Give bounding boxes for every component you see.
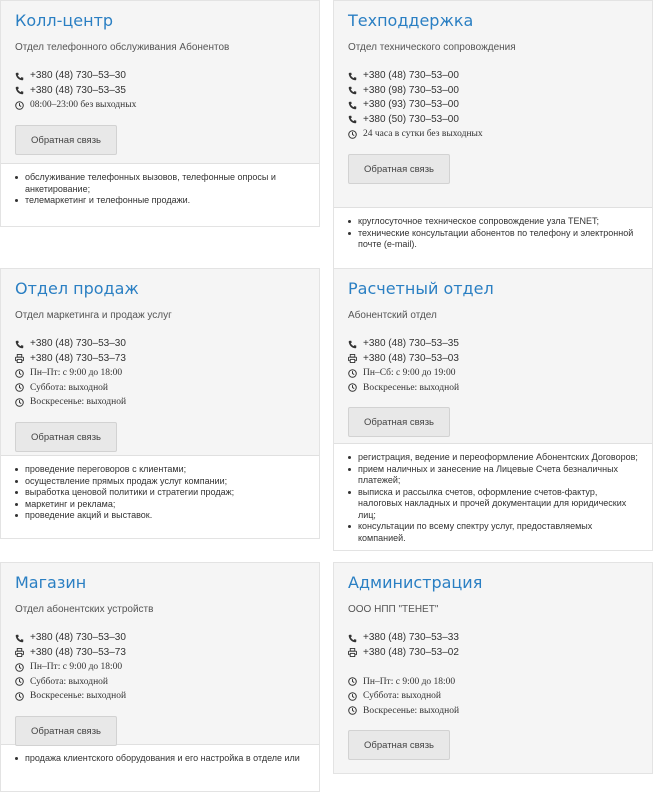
list-item: регистрация, ведение и переоформление Абонентских Договоров; [346,452,640,464]
contact-lines [348,337,638,395]
line-text: +380 (48) 730–53–33 [363,632,459,643]
list-item: осуществление прямых продаж услуг компании; [13,476,307,488]
line-text: +380 (48) 730–53–03 [363,352,459,364]
clock-icon [348,369,357,378]
phone-line[interactable] [15,69,305,84]
feedback-button[interactable]: Обратная связь [15,716,117,746]
duties-list [1,455,319,538]
contact-lines [15,631,305,704]
phone-icon [15,634,24,643]
phone-icon [348,340,357,349]
hours-line [15,675,305,690]
hours-line [15,381,305,396]
fax-icon [348,354,357,363]
feedback-button[interactable]: Обратная связь [348,730,450,760]
fax-icon [348,648,357,657]
blank-line [348,660,638,675]
list-item: проведение акций и выставок. [13,510,307,522]
line-text: Суббота: выходной [30,382,108,393]
list-item: проведение переговоров с клиентами; [13,464,307,476]
phone-line[interactable] [15,84,305,99]
card-subtitle: Абонентский отдел [348,310,437,321]
phone-icon [348,115,357,124]
card-subtitle: ООО НПП "ТЕНЕТ" [348,604,439,615]
clock-icon [15,663,24,672]
feedback-button[interactable]: Обратная связь [15,422,117,452]
card-call-center [0,0,320,227]
hours-line [15,689,305,704]
fax-line[interactable] [348,352,638,367]
list-item: консультации по всему спектру услуг, предоставляемых компанией. [346,521,640,544]
line-text: +380 (48) 730–53–30 [30,632,126,643]
line-text: +380 (48) 730–53–00 [363,70,459,81]
line-text: +380 (48) 730–53–73 [30,352,126,364]
hours-line [15,98,305,113]
card-header [1,563,319,744]
phone-icon [15,86,24,95]
clock-icon [15,101,24,110]
list-item: выписка и рассылка счетов, оформление счетов-фактур, налоговых накладных и прочей документации для юридических лиц; [346,487,640,522]
card-title: Отдел продаж [15,279,139,298]
clock-icon [348,706,357,715]
line-text: +380 (48) 730–53–73 [30,646,126,658]
card-subtitle: Отдел маркетинга и продаж услуг [15,310,172,321]
card-title: Магазин [15,573,87,592]
card-subtitle: Отдел телефонного обслуживания Абонентов [15,42,230,53]
hours-line [348,366,638,381]
clock-icon [348,692,357,701]
card-title: Администрация [348,573,483,592]
phone-line[interactable] [348,631,638,646]
duties-list [334,443,652,550]
fax-icon [15,648,24,657]
fax-line[interactable] [348,646,638,661]
line-text: Воскресенье: выходной [363,705,460,716]
phone-icon [348,86,357,95]
line-text: +380 (48) 730–53–30 [30,338,126,349]
line-text: Пн–Пт: с 9:00 до 18:00 [30,368,123,378]
phone-line[interactable] [348,337,638,352]
card-header [334,269,652,443]
card-subtitle: Отдел абонентских устройств [15,604,154,615]
phone-line[interactable] [15,631,305,646]
phone-line[interactable] [348,69,638,84]
clock-icon [348,130,357,139]
clock-icon [15,383,24,392]
card-title: Техподдержка [348,11,474,30]
list-item: прием наличных и занесение на Лицевые Счета безналичных платежей; [346,464,640,487]
card-header [334,1,652,207]
clock-icon [15,692,24,701]
hours-line [15,395,305,410]
list-item: выработка ценовой политики и стратегии продаж; [13,487,307,499]
line-text: 08:00–23:00 без выходных [30,100,137,110]
phone-line[interactable] [348,98,638,113]
hours-line [348,675,638,690]
clock-icon [348,677,357,686]
card-billing [333,268,653,551]
line-text: Пн–Пт: с 9:00 до 18:00 [363,676,456,687]
fax-line[interactable] [15,646,305,661]
fax-line[interactable] [15,352,305,367]
phone-line[interactable] [348,113,638,128]
card-header [334,563,652,773]
card-title: Колл-центр [15,11,114,30]
line-text: Суббота: выходной [363,691,441,701]
card-sales [0,268,320,539]
phone-icon [15,72,24,81]
card-header [1,269,319,455]
hours-line [15,366,305,381]
duties-list [1,163,319,226]
card-shop [0,562,320,792]
line-text: +380 (48) 730–53–30 [30,70,126,81]
line-text: 24 часа в сутки без выходных [363,129,483,139]
line-text: +380 (48) 730–53–02 [363,646,459,658]
feedback-button[interactable]: Обратная связь [348,154,450,184]
hours-line [348,127,638,142]
line-text: Пн–Сб: с 9:00 до 19:00 [363,368,456,378]
clock-icon [15,677,24,686]
line-text: Пн–Пт: с 9:00 до 18:00 [30,662,123,672]
hours-line [15,660,305,675]
line-text: Суббота: выходной [30,676,108,687]
clock-icon [348,383,357,392]
phone-line[interactable] [348,84,638,99]
list-item: продажа клиентского оборудования и его настройка в отделе или [13,753,307,765]
feedback-button[interactable]: Обратная связь [15,125,117,155]
list-item: маркетинг и реклама; [13,499,307,511]
list-item: обслуживание телефонных вызовов, телефонные опросы и анкетирование; [13,172,307,195]
list-item: круглосуточное техническое сопровождение узла TENET; [346,216,640,228]
card-title: Расчетный отдел [348,279,494,298]
line-text: +380 (93) 730–53–00 [363,99,459,110]
phone-line[interactable] [15,337,305,352]
card-tech-support [333,0,653,269]
clock-icon [15,369,24,378]
hours-line [348,704,638,719]
hours-line [348,689,638,704]
line-text: Воскресенье: выходной [30,397,127,407]
phone-icon [15,340,24,349]
clock-icon [15,398,24,407]
contact-lines [15,69,305,113]
phone-icon [348,72,357,81]
list-item: технические консультации абонентов по телефону и электронной почте (e-mail). [346,228,640,251]
duties-list [334,207,652,268]
card-subtitle: Отдел технического сопровождения [348,42,516,53]
list-item: телемаркетинг и телефонные продажи. [13,195,307,207]
line-text: +380 (48) 730–53–35 [363,338,459,349]
hours-line [348,381,638,396]
line-text: +380 (48) 730–53–35 [30,84,126,96]
contact-lines [348,631,638,718]
feedback-button[interactable]: Обратная связь [348,407,450,437]
line-text: Воскресенье: выходной [30,691,127,701]
phone-icon [348,101,357,110]
contact-lines [348,69,638,142]
line-text: Воскресенье: выходной [363,382,460,393]
card-header [1,1,319,163]
fax-icon [15,354,24,363]
contact-lines [15,337,305,410]
line-text: +380 (50) 730–53–00 [363,113,459,125]
card-administration [333,562,653,774]
line-text: +380 (98) 730–53–00 [363,84,459,96]
phone-icon [348,634,357,643]
